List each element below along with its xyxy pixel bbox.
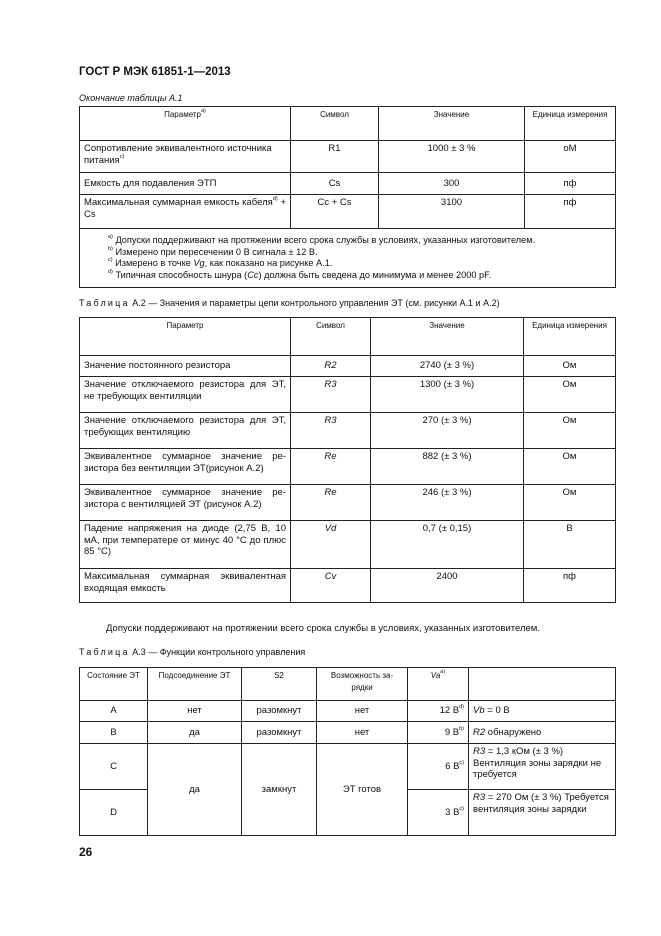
note-b: $^{b)}$ Измерено при пересечении 0 В сигнала ± 12 В. [108,245,318,257]
cell-param: Эквивалентное суммарное значение ре-зистора с вентиляцией ЭТ (рисунок А.2) [80,485,291,521]
cell-symbol: R3 [291,413,371,449]
cell-symbol: Re [291,449,371,485]
table-row [80,195,616,229]
cell-unit: Ом [524,485,616,521]
table2-caption: Таблица А.2 — Значения и параметры цепи контрольного управления ЭТ (см. рисунки А.1 и А.2) [79,298,500,308]
cell-param: Максимальная суммарная эквивалентная входящая емкость [80,569,291,603]
cell-param: Значение постоянного резистора [80,356,291,377]
table1-notes [80,229,616,288]
cell-charge-merged: ЭТ готов [317,744,408,836]
cell-state: C [80,744,148,790]
table-row [80,377,616,413]
cell-symbol: Cv [291,569,371,603]
table-row [80,449,616,485]
cell-symbol: R2 [291,356,371,377]
table-a3 [79,667,616,836]
header-value: Значение [379,107,525,141]
cell-charge: нет [317,722,408,744]
table1-caption: Окончание таблицы А.1 [79,93,183,103]
header-s2: S2 [242,668,317,701]
table3-header-row [80,668,616,701]
header-connect: Подсоединение ЭТ [148,668,242,701]
cell-value: 882 (± 3 %) [371,449,524,485]
header-unit: Единица измерения [524,318,616,356]
header-param: Параметр [80,318,291,356]
cell-value: 1300 (± 3 %) [371,377,524,413]
cell-last: R3 = 270 Ом (± 3 %) Требуется вентиляция зоны зарядки [469,790,616,836]
cell-param: Максимальная суммарная емкость кабеля$^{d)}$ + Cs [80,195,291,229]
note-a: $^{а)}$ Допуски поддерживают на протяжении всего срока службы в условиях, указанных изготовителем. [108,234,536,245]
cell-last: Vb = 0 В [469,701,616,722]
cell-unit: Ом [524,356,616,377]
cell-state: B [80,722,148,744]
note-d: $^{d)}$ Типичная способность шнура (Cc) должна быть сведена до минимума и менее 2000 pF. [108,268,492,280]
cell-charge: нет [317,701,408,722]
cell-s2: разомкнут [242,722,317,744]
table-row [80,356,616,377]
cell-value: 270 (± 3 %) [371,413,524,449]
cell-param: Значение отключаемого резистора для ЭТ, не требующих вентиляции [80,377,291,413]
cell-value: 0,7 (± 0,15) [371,521,524,569]
cell-value: 300 [379,173,525,195]
table-row [80,521,616,569]
cell-param: Эквивалентное суммарное значение ре-зистора без вентиляции ЭТ(рисунок А.2) [80,449,291,485]
header-charge: Возможность за-рядки [317,668,408,701]
cell-symbol: Vd [291,521,371,569]
table-row [80,744,616,790]
header-unit: Единица измерения [525,107,616,141]
cell-param: Падение напряжения на диоде (2,75 В, 10 мА, при температере от минус 40 °С до плюс 85 °С) [80,521,291,569]
tolerance-paragraph: Допуски поддерживают на протяжении всего срока службы в условиях, указанных изготовителем. [106,623,540,634]
header-value: Значение [371,318,524,356]
cell-symbol: R1 [291,141,379,173]
header-state: Состояние ЭТ [80,668,148,701]
table-row [80,173,616,195]
table-a2 [79,317,616,603]
cell-s2-merged: замкнут [242,744,317,836]
cell-unit: оМ [525,141,616,173]
cell-connect: нет [148,701,242,722]
header-param: Параметр$^{а)}$ [80,107,291,141]
cell-connect: да [148,722,242,744]
cell-symbol: Re [291,485,371,521]
cell-param: Значение отключаемого резистора для ЭТ, требующих вентиляцию [80,413,291,449]
cell-va: 9 $В^{b)}$ [408,722,469,744]
cell-va: 3 $В^{c)}$ [408,790,469,836]
table-row [80,413,616,449]
cell-unit: Ом [524,377,616,413]
cell-param: Сопротивление эквивалентного источника питания$^{с)}$ [80,141,291,173]
cell-last: R3 = 1,3 кОм (± 3 %) Вентиляция зоны зарядки не требуется [469,744,616,790]
cell-s2: разомкнут [242,701,317,722]
header-va: $Va^{а)}$ [408,668,469,701]
header-symbol: Символ [291,107,379,141]
cell-unit: Ом [524,449,616,485]
cell-unit: пф [525,195,616,229]
table-row [80,141,616,173]
cell-param: Емкость для подавления ЭТП [80,173,291,195]
cell-va: 6 $В^{c)}$ [408,744,469,790]
cell-state: A [80,701,148,722]
page-number: 26 [79,845,93,859]
document-header: ГОСТ Р МЭК 61851-1—2013 [79,66,231,78]
cell-value: 3100 [379,195,525,229]
table1-notes-row [80,229,616,288]
cell-symbol: R3 [291,377,371,413]
table-row [80,569,616,603]
cell-symbol: Cs [291,173,379,195]
table-row [80,485,616,521]
table-row [80,722,616,744]
table2-header-row [80,318,616,356]
cell-unit: Ом [524,413,616,449]
table1-header-row [80,107,616,141]
cell-value: 2400 [371,569,524,603]
table-row [80,701,616,722]
cell-last: R2 обнаружено [469,722,616,744]
cell-connect-merged: да [148,744,242,836]
cell-unit: В [524,521,616,569]
note-c: $^{c)}$ Измерено в точке Vg, как показано на рисунке А.1. [108,257,333,268]
cell-value: 246 (± 3 %) [371,485,524,521]
table-a1 [79,106,616,288]
header-symbol: Символ [291,318,371,356]
cell-value: 1000 ± 3 % [379,141,525,173]
header-last [469,668,616,701]
cell-unit: пф [524,569,616,603]
cell-value: 2740 (± 3 %) [371,356,524,377]
cell-symbol: Cc + Cs [291,195,379,229]
cell-unit: пф [525,173,616,195]
table3-caption: Таблица А.3 — Функции контрольного управления [79,647,306,657]
cell-state: D [80,790,148,836]
cell-va: 12 $В^{d)}$ [408,701,469,722]
